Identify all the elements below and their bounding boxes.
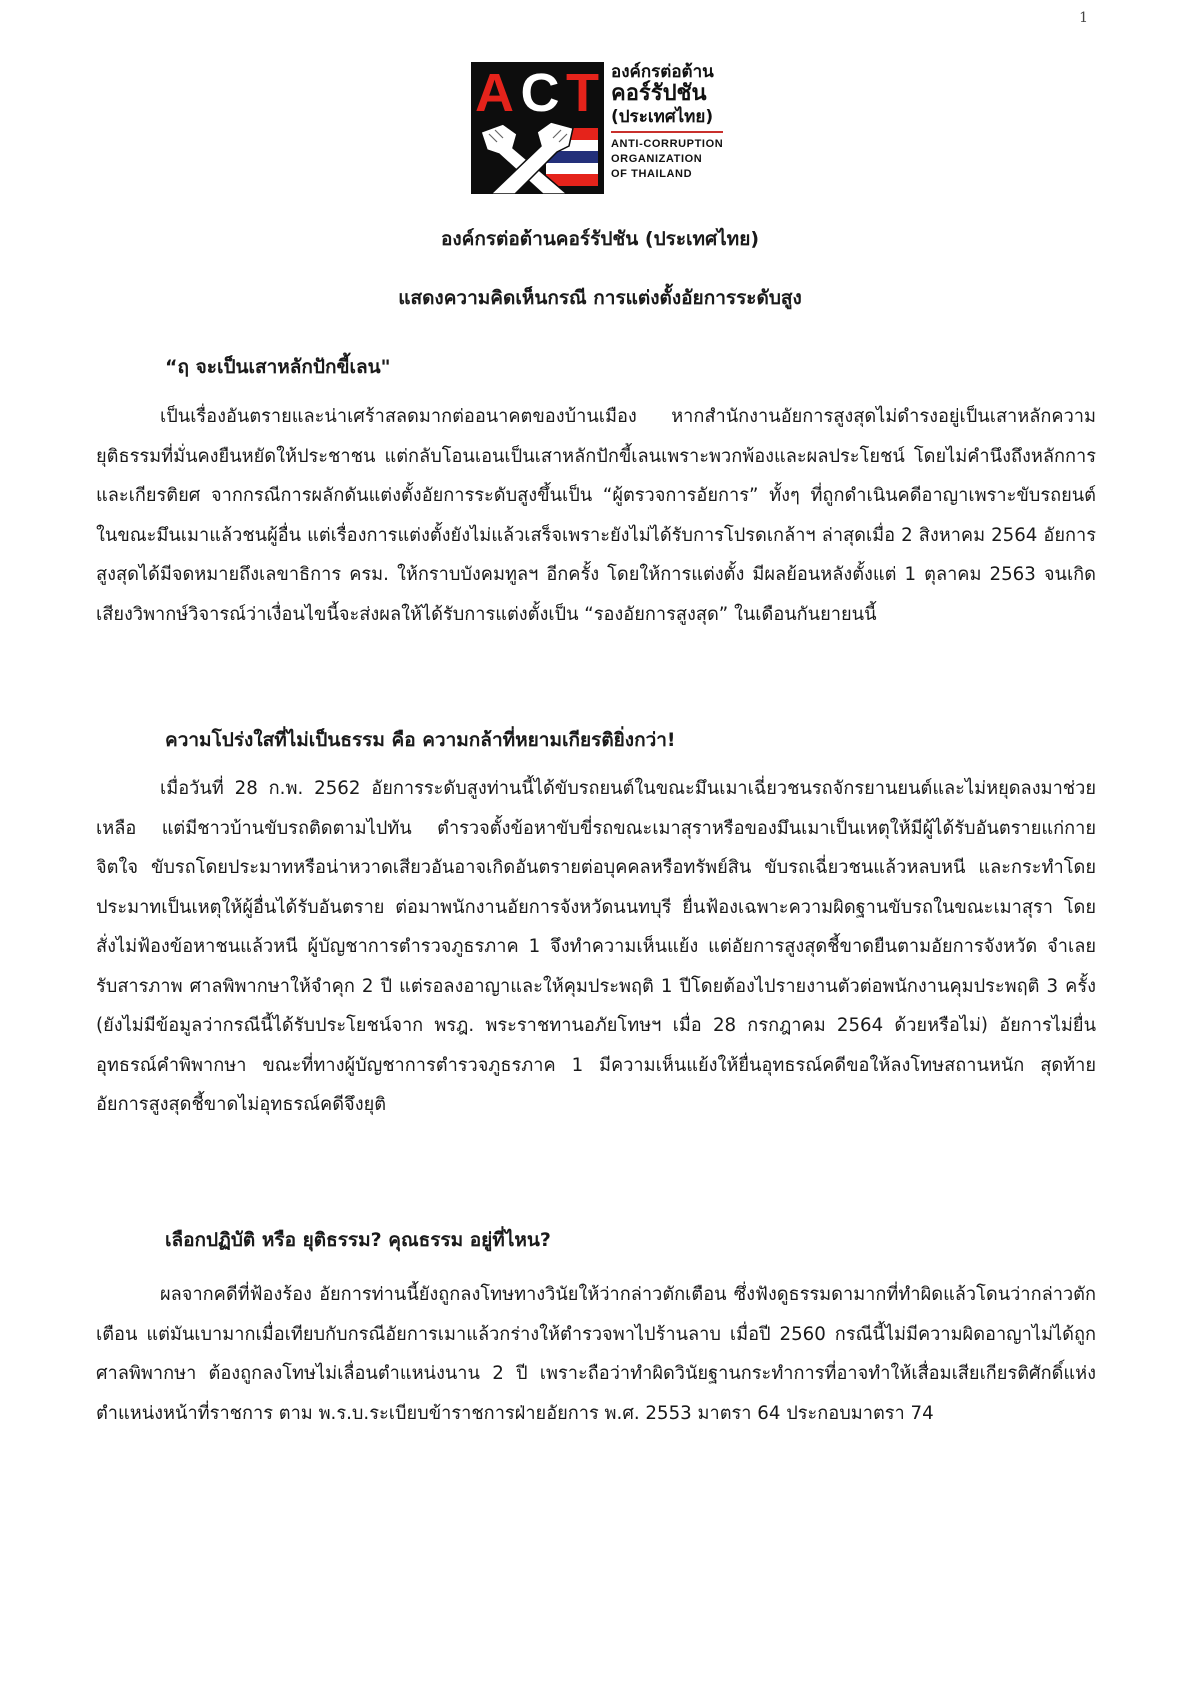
logo-thai-line-2: คอร์รัปชัน [611, 81, 707, 106]
document-title: องค์กรต่อต้านคอร์รัปชัน (ประเทศไทย) [440, 228, 760, 250]
crossed-fists-icon [477, 122, 597, 194]
logo-thai-line-1: องค์กรต่อต้าน [611, 62, 714, 82]
document-subtitle: แสดงความคิดเห็นกรณี การแต่งตั้งอัยการระดับสูง [398, 287, 802, 309]
logo-english-line-2: ORGANIZATION [611, 153, 703, 165]
logo-divider [611, 131, 723, 133]
section-body-3: ผลจากคดีที่ฟ้องร้อง อัยการท่านนี้ยังถูกลงโทษทางวินัยให้ว่ากล่าวตักเตือน ซึ่งฟังดูธรรมดามากที่ทำผิดแล้วโดนว่ากล่าวตักเตือน แต่มันเบามากเมื่อเทียบกับกรณีอัยการเมาแล้วกร่างให้ตำรวจพาไปร้านลาบ เมื่อปี 2560 กรณีนี้ไม่มีความผิดอาญาไม่ได้ถูกศาลพิพากษา ต้องถูกลงโทษไม่เลื่อนตำแหน่งนาน 2 ปี เพราะถือว่าทำผิดวินัยฐานกระทำการที่อาจทำให้เสื่อมเสียเกียรติศักดิ์แห่งตำแหน่งหน้าที่ราชการ ตาม พ.ร.บ.ระเบียบข้าราชการฝ่ายอัยการ พ.ศ. 2553 มาตรา 64 ประกอบมาตรา 74 [96, 1284, 1096, 1424]
section-body-1: เป็นเรื่องอันตรายและน่าเศร้าสลดมากต่ออนาคตของบ้านเมือง หากสำนักงานอัยการสูงสุดไม่ดำรงอยู่เป็นเสาหลักความยุติธรรมที่มั่นคงยืนหยัดให้ประชาชน แต่กลับโอนเอนเป็นเสาหลักปักขี้เลนเพราะพวกพ้องและผลประโยชน์ โดยไม่คำนึงถึงหลักการและเกียรติยศ จากกรณีการผลักดันแต่งตั้งอัยการระดับสูงขึ้นเป็น “ผู้ตรวจการอัยการ” ทั้งๆ ที่ถูกดำเนินคดีอาญาเพราะขับรถยนต์ในขณะมึนเมาแล้วชนผู้อื่น แต่เรื่องการแต่งตั้งยังไม่แล้วเสร็จเพราะยังไม่ได้รับการโปรดเกล้าฯ ล่าสุดเมื่อ 2 สิงหาคม 2564 อัยการสูงสุดได้มีจดหมายถึงเลขาธิการ ครม. ให้กราบบังคมทูลฯ อีกครั้ง โดยให้การแต่งตั้ง มีผลย้อนหลังตั้งแต่ 1 ตุลาคม 2563 จนเกิดเสียงวิพากษ์วิจารณ์ว่าเงื่อนไขนี้จะส่งผลให้ได้รับการแต่งตั้งเป็น “รองอัยการสูงสุด” ในเดือนกันยายนนี้ [96, 406, 1096, 625]
logo-english-line-3: OF THAILAND [611, 168, 693, 180]
logo-text [604, 62, 723, 194]
act-letters [475, 64, 600, 122]
logo-thai-line-3: (ประเทศไทย) [611, 107, 714, 127]
logo-english-line-1: ANTI-CORRUPTION [611, 138, 724, 150]
section-heading-1: “ฤ จะเป็นเสาหลักปักขี้เลน" [165, 356, 391, 378]
page-number: 1 [1079, 10, 1088, 26]
act-logo-mark [471, 62, 604, 194]
logo-letter-c: C [520, 63, 561, 123]
section-heading-2: ความโปร่งใสที่ไม่เป็นธรรม คือ ความกล้าที่หยามเกียรติยิ่งกว่า! [165, 729, 676, 751]
section-body-2: เมื่อวันที่ 28 ก.พ. 2562 อัยการระดับสูงท่านนี้ได้ขับรถยนต์ในขณะมึนเมาเฉี่ยวชนรถจักรยานยนต์และไม่หยุดลงมาช่วยเหลือ แต่มีชาวบ้านขับรถติดตามไปทัน ตำรวจตั้งข้อหาขับขี่รถขณะเมาสุราหรือของมึนเมาเป็นเหตุให้มีผู้ได้รับอันตรายแก่กายจิตใจ ขับรถโดยประมาทหรือน่าหวาดเสียวอันอาจเกิดอันตรายต่อบุคคลหรือทรัพย์สิน ขับรถเฉี่ยวชนแล้วหลบหนี และกระทำโดยประมาทเป็นเหตุให้ผู้อื่นได้รับอันตราย ต่อมาพนักงานอัยการจังหวัดนนทบุรี ยื่นฟ้องเฉพาะความผิดฐานขับรถในขณะเมาสุรา โดยสั่งไม่ฟ้องข้อหาชนแล้วหนี ผู้บัญชาการตำรวจภูธรภาค 1 จึงทำความเห็นแย้ง แต่อัยการสูงสุดชี้ขาดยืนตามอัยการจังหวัด จำเลยรับสารภาพ ศาลพิพากษาให้จำคุก 2 ปี แต่รอลงอาญาและให้คุมประพฤติ 1 ปีโดยต้องไปรายงานตัวต่อพนักงานคุมประพฤติ 3 ครั้ง (ยังไม่มีข้อมูลว่ากรณีนี้ได้รับประโยชน์จาก พรฎ. พระราชทานอภัยโทษฯ เมื่อ 28 กรกฎาคม 2564 ด้วยหรือไม่) อัยการไม่ยื่นอุทธรณ์คำพิพากษา ขณะที่ทางผู้บัญชาการตำรวจภูธรภาค 1 มีความเห็นแย้งให้ยื่นอุทธรณ์คดีขอให้ลงโทษสถานหนัก สุดท้ายอัยการสูงสุดชี้ขาดไม่อุทธรณ์คดีจึงยุติ [96, 778, 1096, 1115]
logo-letter-a: A [475, 63, 515, 123]
act-logo [471, 62, 727, 194]
logo-letter-t: T [566, 63, 600, 123]
section-heading-3: เลือกปฏิบัติ หรือ ยุติธรรม? คุณธรรม อยู่ที่ไหน? [165, 1229, 551, 1251]
